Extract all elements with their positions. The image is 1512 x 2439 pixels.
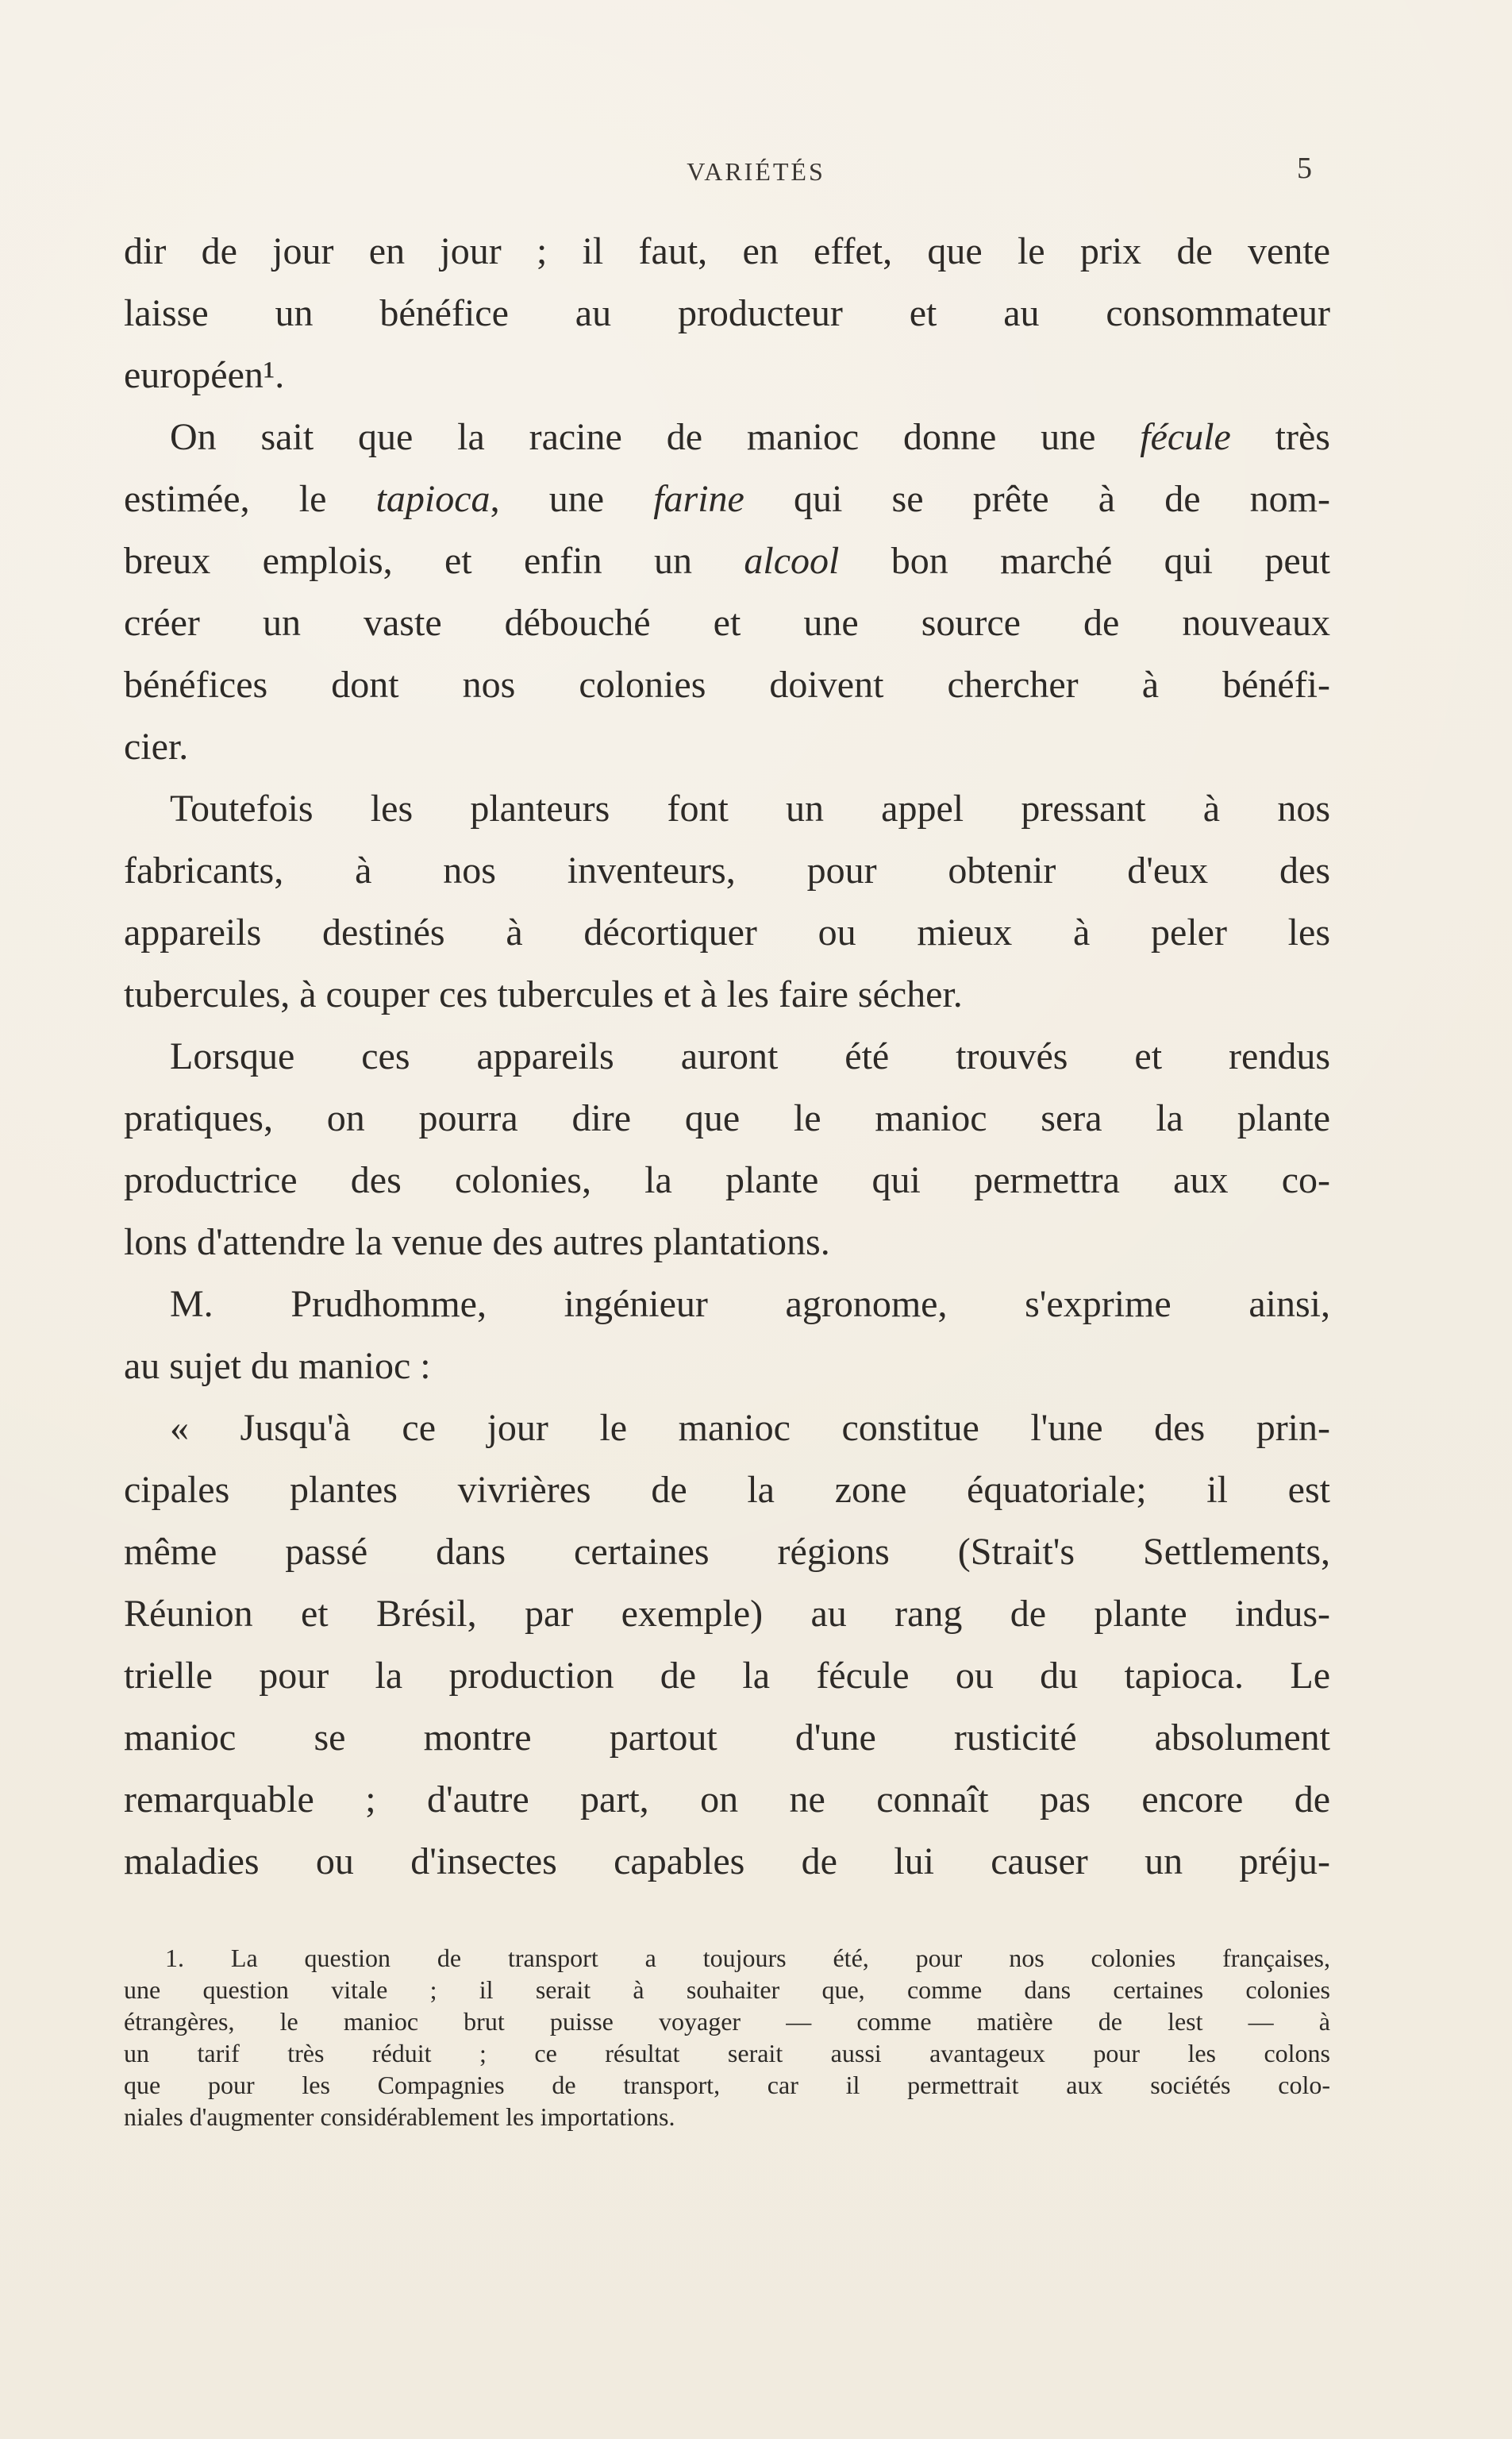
footnote-line: une question vitale ; il serait à souhaiter que, comme dans certaines colonies	[124, 1975, 1330, 2004]
text-line: appareils destinés à décortiquer ou mieux à peler les	[124, 911, 1330, 954]
text-line: « Jusqu'à ce jour le manioc constitue l'une des prin-	[170, 1407, 1330, 1449]
footnote-line: étrangères, le manioc brut puisse voyager — comme matière de lest — à	[124, 2007, 1330, 2036]
text-line-with-italic	[124, 530, 1330, 592]
text-line-with-italic	[124, 468, 1330, 530]
text-run: , une	[490, 478, 654, 520]
text-line: même passé dans certaines régions (Strait's Settlements,	[124, 1531, 1330, 1573]
text-line: européen¹.	[124, 354, 285, 396]
text-line: cipales plantes vivrières de la zone équatoriale; il est	[124, 1469, 1330, 1511]
text-line: créer un vaste débouché et une source de nouveaux	[124, 602, 1330, 644]
text-line: productrice des colonies, la plante qui permettra aux co-	[124, 1159, 1330, 1201]
text-run: qui se prête à de nom-	[744, 478, 1331, 520]
text-line: fabricants, à nos inventeurs, pour obtenir d'eux des	[124, 850, 1330, 892]
main-text	[124, 221, 1330, 1893]
text-line: pratiques, on pourra dire que le manioc sera la plante	[124, 1097, 1330, 1139]
text-line: Lorsque ces appareils auront été trouvés et rendus	[170, 1035, 1330, 1077]
text-line: maladies ou d'insectes capables de lui causer un préju-	[124, 1840, 1330, 1882]
text-line: lons d'attendre la venue des autres plantations.	[124, 1221, 830, 1263]
text-run: très	[1230, 416, 1330, 458]
italic-term-alcool: alcool	[744, 540, 840, 582]
italic-term-tapioca: tapioca	[375, 478, 491, 520]
text-line: laisse un bénéfice au producteur et au consommateur	[124, 292, 1330, 334]
text-run: On sait que la racine de manioc donne une	[170, 416, 1141, 458]
text-line: M. Prudhomme, ingénieur agronome, s'exprime ainsi,	[170, 1283, 1330, 1325]
page-number: 5	[1297, 152, 1312, 185]
text-line: remarquable ; d'autre part, on ne connaît pas encore de	[124, 1778, 1330, 1821]
text-line: Toutefois les planteurs font un appel pressant à nos	[170, 788, 1330, 830]
text-line: bénéfices dont nos colonies doivent chercher à bénéfi-	[124, 664, 1330, 706]
footnote-line: un tarif très réduit ; ce résultat serait aussi avantageux pour les colons	[124, 2039, 1330, 2067]
text-line: tubercules, à couper ces tubercules et à les faire sécher.	[124, 973, 963, 1015]
text-run: bon marché qui peut	[839, 540, 1330, 582]
text-line: Réunion et Brésil, par exemple) au rang de plante indus-	[124, 1593, 1330, 1635]
text-line-with-italic	[124, 406, 1330, 468]
text-line: trielle pour la production de la fécule ou du tapioca. Le	[124, 1655, 1330, 1697]
footnote-line: niales d'augmenter considérablement les importations.	[124, 2102, 675, 2131]
footnote-line: que pour les Compagnies de transport, car il permettrait aux sociétés colo-	[124, 2071, 1330, 2099]
running-title: VARIÉTÉS	[687, 157, 825, 186]
text-line: au sujet du manioc :	[124, 1345, 431, 1387]
italic-term-fecule: fécule	[1140, 416, 1231, 458]
text-run: estimée, le	[124, 478, 376, 520]
text-line: manioc se montre partout d'une rusticité absolument	[124, 1717, 1330, 1759]
text-line: cier.	[124, 726, 189, 768]
text-line: dir de jour en jour ; il faut, en effet, que le prix de vente	[124, 230, 1330, 272]
italic-term-farine: farine	[653, 478, 744, 520]
footnote-block	[124, 1942, 1330, 2133]
footnote-line: 1. La question de transport a toujours été, pour nos colonies françaises,	[165, 1944, 1330, 1972]
text-run: breux emplois, et enfin un	[124, 540, 744, 582]
